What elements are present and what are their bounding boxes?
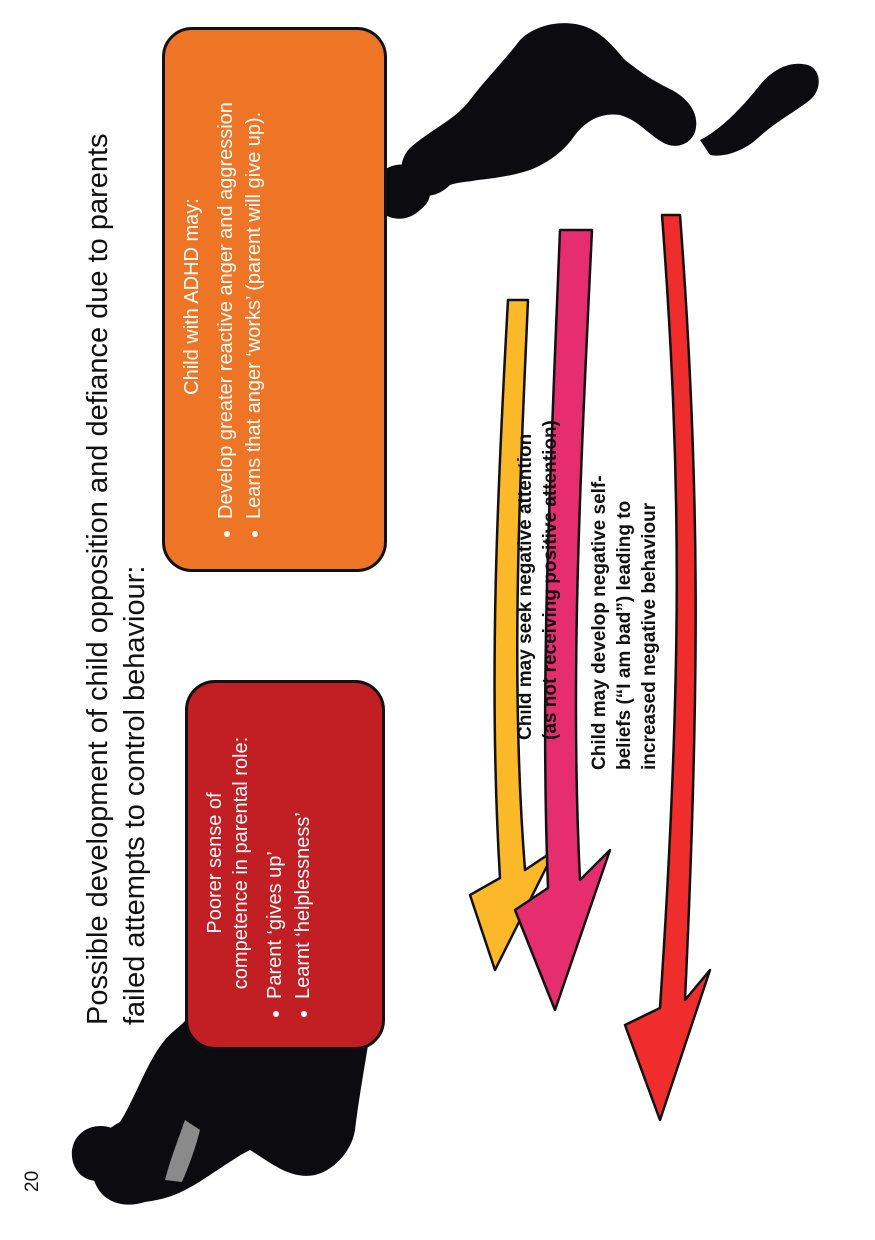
parent-box-heading-line-1: Poorer sense of (204, 792, 226, 934)
child-body (401, 23, 696, 196)
parent-bullet-gives-up: • Parent ‘gives up’ (262, 701, 288, 999)
parent-head (72, 1126, 127, 1181)
child-box-heading: Child with ADHD may: (181, 198, 203, 395)
parent-box-bullets (262, 701, 316, 1025)
parent-box-heading-line-2: competence in parental role: (230, 736, 252, 990)
child-adhd-box (162, 27, 387, 572)
parent-bullet-helplessness: • Learnt ‘helplessness’ (290, 701, 316, 999)
title-line-2: failed attempts to control behaviour: (119, 565, 151, 1025)
child-bullet-anger-works: • Learns that anger ‘works’ (parent will give up). (241, 48, 267, 519)
child-silhouette-icon (373, 23, 819, 219)
caption-negative-self-beliefs: Child may develop negative self-beliefs (“I am bad”) leading to increased negative behaviour (589, 475, 660, 770)
caption-negative-attention: Child may seek negative attention (as not receiving positive attention) (515, 420, 561, 740)
parent-box-heading (202, 701, 254, 1025)
child-bullet-anger: • Develop greater reactive anger and aggression (213, 48, 239, 519)
child-legs (700, 64, 819, 156)
child-box-bullets (213, 48, 267, 545)
parent-competence-box (185, 680, 385, 1050)
page-number: 20 (22, 1170, 43, 1192)
title-line-1: Possible development of child opposition and defiance due to parents (82, 133, 114, 1025)
